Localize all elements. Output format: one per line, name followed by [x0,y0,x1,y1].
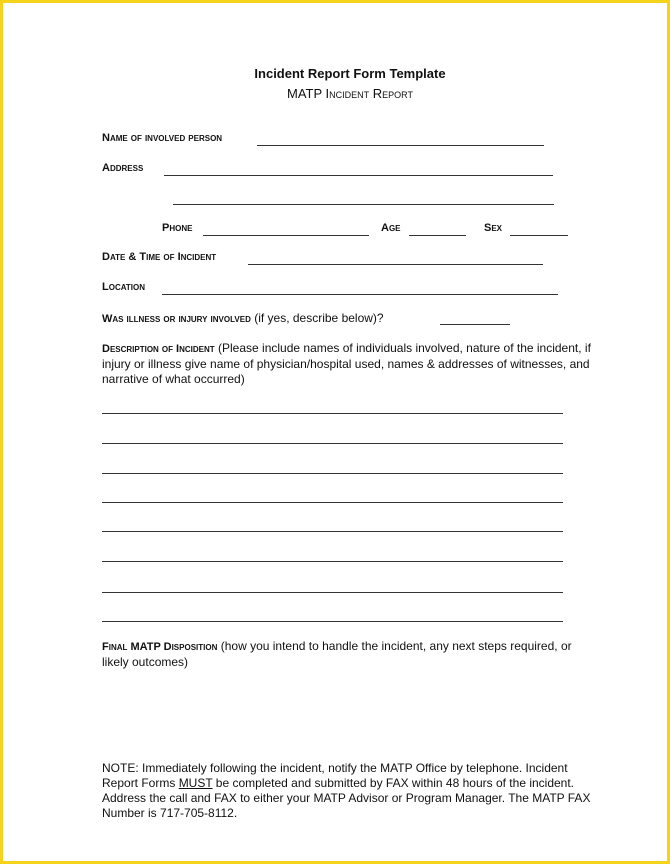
disposition-answer-area[interactable] [102,672,563,752]
address-field-line-1[interactable] [164,175,553,176]
description-line-4[interactable] [102,502,563,503]
illness-hint: (if yes, describe below)? [254,311,384,325]
location-field[interactable] [162,294,558,295]
address-label: Address [102,162,144,174]
sex-label: Sex [484,222,503,234]
illness-field[interactable] [440,324,510,325]
sex-field[interactable] [510,235,568,236]
description-line-2[interactable] [102,443,563,444]
disposition-label: Final MATP Disposition [102,641,218,653]
date-time-field[interactable] [248,264,543,265]
description-line-3[interactable] [102,473,563,474]
description-instructions [102,341,594,387]
date-time-label: Date & Time of Incident [102,251,217,263]
age-field[interactable] [409,235,466,236]
name-label: Name of involved person [102,132,223,144]
note-part-1: NOTE: Immediately following the incident, notify the MATP Office by telephone. Incident Report Forms [102,761,568,790]
phone-field[interactable] [203,235,369,236]
location-label: Location [102,281,146,293]
illness-question [102,311,384,325]
description-line-6[interactable] [102,561,563,562]
phone-label: Phone [162,222,193,234]
description-line-7[interactable] [102,592,563,593]
address-field-line-2[interactable] [173,204,554,205]
note-part-2: be completed and submitted by FAX within 48 hours of the incident. Address the call and FAX to either your MATP Advisor or Program Manager. The MATP FAX Number is 717-705-8112. [102,776,591,820]
name-field[interactable] [257,145,544,146]
description-text: (Please include names of individuals involved, nature of the incident, if injury or illness give name of physician/hospital used, names & addresses of witnesses, and narrative of what occurred) [102,341,591,386]
form-subtitle: MATP Incident Report [287,86,413,101]
description-line-8[interactable] [102,621,563,622]
age-label: Age [381,222,401,234]
form-title: Incident Report Form Template [254,66,446,81]
note-paragraph [102,761,597,821]
illness-label: Was illness or injury involved [102,313,251,325]
note-must: MUST [178,776,213,790]
disposition-instructions [102,639,572,670]
description-line-1[interactable] [102,413,563,414]
disposition-text: (how you intend to handle the incident, any next steps required, or likely outcomes) [102,639,572,669]
description-line-5[interactable] [102,531,563,532]
description-label: Description of Incident [102,343,215,355]
